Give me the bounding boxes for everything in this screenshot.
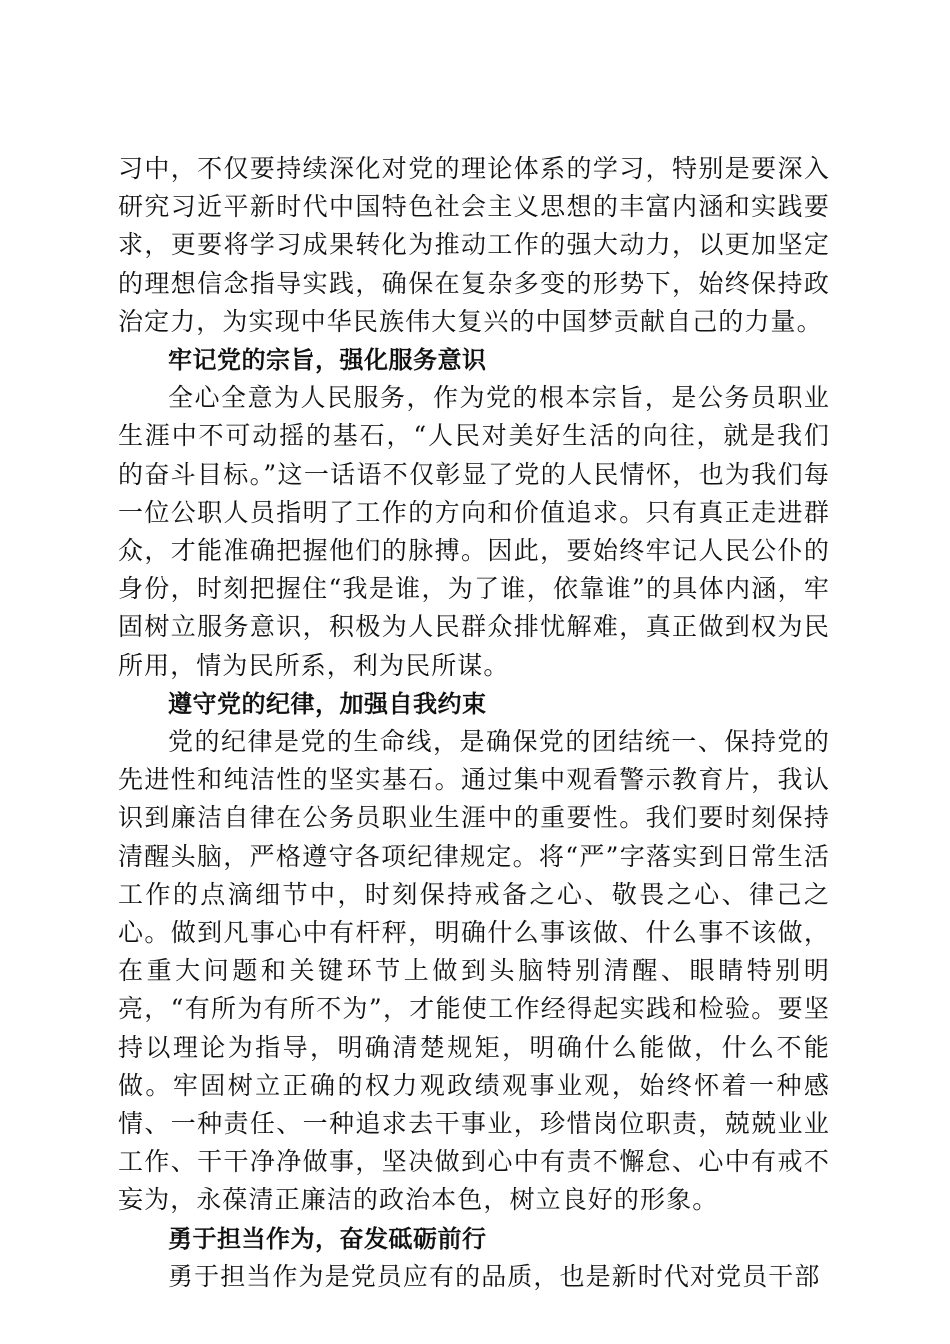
document-body xyxy=(118,150,830,1296)
section-heading-discipline: 遵守党的纪律，加强自我约束 xyxy=(168,689,487,718)
section-paragraph-purpose: 全心全意为人民服务，作为党的根本宗旨，是公务员职业生涯中不可动摇的基石，“人民对美好生活的向往，就是我们的奋斗目标。”这一话语不仅彰显了党的人民情怀，也为我们每一位公职人员指明了工作的方向和价值追求。只有真正走进群众，才能准确把握他们的脉搏。因此，要始终牢记人民公仆的身份，时刻把握住“我是谁，为了谁，依靠谁”的具体内涵，牢固树立服务意识，积极为人民群众排忧解难，真正做到权为民所用，情为民所系，利为民所谋。 xyxy=(118,383,830,680)
section-heading-purpose: 牢记党的宗旨，强化服务意识 xyxy=(168,346,487,375)
section-paragraph-responsibility: 勇于担当作为是党员应有的品质，也是新时代对党员干部 xyxy=(168,1261,821,1291)
section-heading-responsibility: 勇于担当作为，奋发砥砺前行 xyxy=(168,1224,487,1253)
intro-paragraph: 习中，不仅要持续深化对党的理论体系的学习，特别是要深入研究习近平新时代中国特色社会主义思想的丰富内涵和实践要求，更要将学习成果转化为推动工作的强大动力，以更加坚定的理想信念指导实践，确保在复杂多变的形势下，始终保持政治定力，为实现中华民族伟大复兴的中国梦贡献自己的力量。 xyxy=(118,154,830,336)
section-paragraph-discipline: 党的纪律是党的生命线，是确保党的团结统一、保持党的先进性和纯洁性的坚实基石。通过集中观看警示教育片，我认识到廉洁自律在公务员职业生涯中的重要性。我们要时刻保持清醒头脑，严格遵守各项纪律规定。将“严”字落实到日常生活工作的点滴细节中，时刻保持戒备之心、敬畏之心、律己之心。做到凡事心中有杆秤，明确什么事该做、什么事不该做，在重大问题和关键环节上做到头脑特别清醒、眼睛特别明亮，“有所为有所不为”，才能使工作经得起实践和检验。要坚持以理论为指导，明确清楚规矩，明确什么能做，什么不能做。牢固树立正确的权力观政绩观事业观，始终怀着一种感情、一种责任、一种追求去干事业，珍惜岗位职责，兢兢业业工作、干干净净做事，坚决做到心中有责不懈怠、心中有戒不妄为，永葆清正廉洁的政治本色，树立良好的形象。 xyxy=(118,727,830,1215)
